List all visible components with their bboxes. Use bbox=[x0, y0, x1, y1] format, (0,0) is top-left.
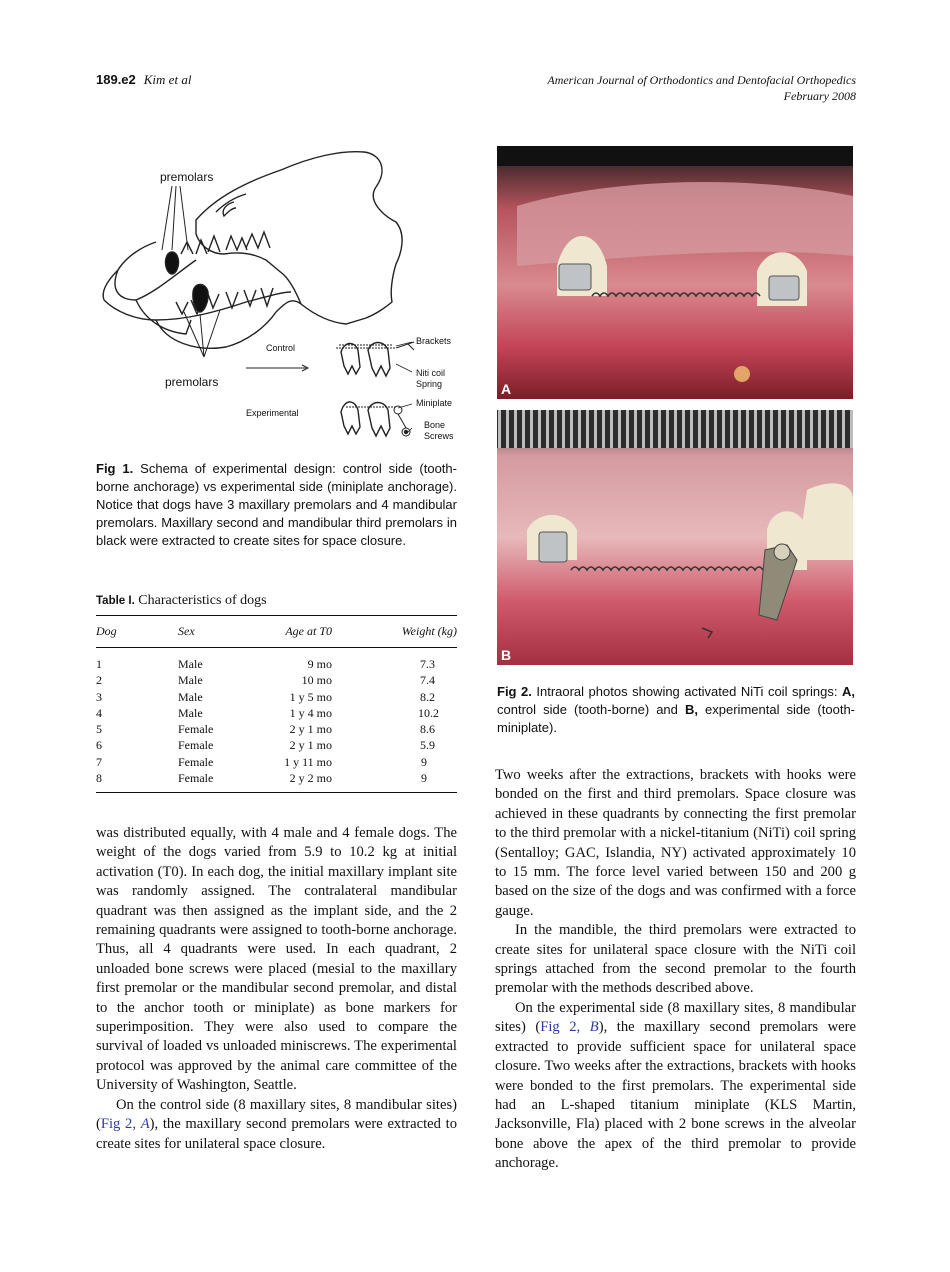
table-cell: 9 bbox=[421, 754, 427, 769]
left-p2-pre: On the control side (8 maxillary sites, 8 mandibular sites) ( bbox=[96, 1096, 457, 1133]
table-cell: 4 bbox=[96, 705, 102, 720]
table-row bbox=[96, 705, 457, 721]
right-paragraph-3 bbox=[495, 999, 856, 1174]
label-niti-line1: Niti coil bbox=[416, 368, 446, 378]
right-p3-post: ), the maxillary second premolars were extracted to provide sufficient space for unilateral space closure. Two weeks after the extractions, brackets with hooks were bonded to the first premolars. The experimental side had an L-shaped titanium miniplate (KLS Martin, Jacksonville, Fla) placed with 2 bone screws in the alveolar bone above the apex of the third premolar to provide anchorage. bbox=[495, 1019, 856, 1172]
fig2a-panel-label: A bbox=[501, 381, 512, 397]
table-row bbox=[96, 754, 457, 770]
col-age: Age at T0 bbox=[266, 616, 332, 648]
fig1-schema-drawing bbox=[96, 142, 458, 447]
table-cell: 1 y 11 mo bbox=[284, 754, 332, 769]
table-cell: 10 mo bbox=[301, 673, 332, 688]
label-brackets: Brackets bbox=[416, 336, 452, 346]
table-cell: 10.2 bbox=[418, 705, 439, 720]
table-row bbox=[96, 672, 457, 688]
right-p3-pre: On the experimental side (8 maxillary sites, 8 mandibular sites) ( bbox=[495, 999, 856, 1036]
fig2-caption-label: Fig 2. bbox=[497, 684, 532, 699]
table-cell: 1 bbox=[96, 657, 102, 671]
table-cell: Female bbox=[178, 722, 214, 737]
table1-title-text: Characteristics of dogs bbox=[138, 593, 267, 608]
table-cell: Male bbox=[178, 689, 203, 704]
label-bone-line2: Screws bbox=[424, 431, 454, 441]
fig2a-link-panel: A bbox=[140, 1116, 150, 1133]
fig2-caption-post: experimental side (tooth-miniplate). bbox=[497, 702, 856, 735]
label-control: Control bbox=[266, 343, 296, 353]
fig2a-link-text: Fig 2, bbox=[100, 1116, 137, 1133]
table-header-row bbox=[96, 616, 457, 648]
table-row bbox=[96, 737, 457, 753]
table-cell: 7.3 bbox=[420, 657, 435, 671]
table-cell: 2 bbox=[96, 673, 102, 688]
right-paragraph-2: In the mandible, the third premolars were extracted to create sites for unilateral space closure with the NiTi coil springs attached from the second premolar to the fourth premolar with the methods described above. bbox=[495, 922, 856, 997]
table-cell: 9 mo bbox=[307, 657, 332, 671]
label-niti-coil-spring bbox=[416, 368, 445, 390]
fig2b-photo-illustration bbox=[497, 410, 853, 665]
skull-outline bbox=[196, 152, 402, 324]
running-header-left bbox=[96, 72, 191, 88]
table-cell: 8.2 bbox=[420, 689, 435, 704]
table-row bbox=[96, 648, 457, 673]
fig1-caption bbox=[96, 460, 457, 550]
running-header-right bbox=[547, 72, 856, 104]
fig2b-link[interactable] bbox=[540, 1019, 598, 1035]
fig1-caption-text: Schema of experimental design: control side (tooth-borne anchorage) vs experimental side (miniplate anchorage). Notice that dogs have 3 maxillary premolars and 4 mandibular premolars. Maxillary second and mandibular third premolars in black were extracted to create sites for space closure. bbox=[96, 461, 457, 548]
table1-label: Table I. bbox=[96, 595, 135, 607]
label-premolars-top: premolars bbox=[160, 170, 214, 184]
label-bone-screws bbox=[424, 420, 454, 442]
col-dog: Dog bbox=[96, 616, 178, 648]
table-cell: Male bbox=[178, 657, 203, 671]
fig2b-photo bbox=[497, 410, 853, 665]
fig2-caption-mid: control side (tooth-borne) and bbox=[497, 702, 685, 717]
fig2-caption bbox=[497, 683, 855, 737]
table-cell: 5.9 bbox=[420, 738, 435, 753]
fig2a-photo-illustration bbox=[497, 146, 853, 399]
label-bone-line1: Bone bbox=[424, 420, 446, 430]
table-cell: 7.4 bbox=[420, 673, 435, 688]
fig2-caption-a: A, bbox=[842, 684, 855, 699]
extracted-mandibular-tooth bbox=[193, 285, 208, 313]
fig2a-link[interactable] bbox=[101, 1116, 150, 1132]
table-cell: Female bbox=[178, 754, 214, 769]
table-cell: 2 y 1 mo bbox=[289, 722, 332, 737]
left-p2-post: ), the maxillary second premolars were extracted to create sites for unilateral space closure. bbox=[96, 1116, 457, 1152]
table-cell: Male bbox=[178, 705, 203, 720]
label-experimental: Experimental bbox=[246, 408, 299, 418]
authors: Kim et al bbox=[143, 72, 192, 87]
table-cell: 2 y 1 mo bbox=[289, 738, 332, 753]
right-paragraph-1: Two weeks after the extractions, brackets with hooks were bonded on the first and third premolars. Space closure was achieved in these quadrants by connecting the first premolar to the third premolar with a nickel-titanium (NiTi) coil spring (Sentalloy; GAC, Islandia, NY) activated approximately 10 to 15 mm. The force level varied between 150 and 200 g based on the size of the dogs and was confirmed with a force gauge. bbox=[495, 767, 856, 919]
journal-name: American Journal of Orthodontics and Dentofacial Orthopedics bbox=[547, 73, 856, 87]
table-cell: 9 bbox=[332, 770, 457, 793]
table1-title bbox=[96, 593, 267, 609]
label-niti-line2: Spring bbox=[416, 379, 443, 389]
table-cell: 8.6 bbox=[420, 722, 435, 737]
table-cell: 2 y 2 mo bbox=[266, 770, 332, 793]
right-column-text bbox=[495, 766, 856, 1174]
table-row bbox=[96, 770, 457, 793]
table-cell: 3 bbox=[96, 689, 102, 704]
fig1-caption-label: Fig 1. bbox=[96, 461, 134, 476]
table-cell: 6 bbox=[96, 738, 102, 753]
fig2b-link-panel: B bbox=[589, 1019, 599, 1036]
left-paragraph-2 bbox=[96, 1096, 457, 1154]
table-cell: 8 bbox=[96, 770, 178, 793]
table-cell: 7 bbox=[96, 754, 102, 769]
dogs-table bbox=[96, 615, 457, 793]
fig2b-panel-label: B bbox=[501, 647, 512, 663]
table-cell: Female bbox=[178, 738, 214, 753]
table-cell: 5 bbox=[96, 722, 102, 737]
fig2-caption-pre: Intraoral photos showing activated NiTi coil springs: bbox=[536, 684, 842, 699]
table-cell: 1 y 5 mo bbox=[289, 689, 332, 704]
table-cell: 1 y 4 mo bbox=[289, 705, 332, 720]
col-weight: Weight (kg) bbox=[332, 616, 457, 648]
fig2-caption-b: B, bbox=[684, 702, 698, 717]
table-cell: Male bbox=[178, 673, 203, 688]
table-row bbox=[96, 689, 457, 705]
left-column-text bbox=[96, 824, 457, 1154]
issue-date: February 2008 bbox=[783, 89, 856, 103]
fig2a-photo bbox=[497, 146, 853, 399]
left-paragraph-1: was distributed equally, with 4 male and 4 female dogs. The weight of the dogs varied from 5.9 to 10.2 kg at initial activation (T0). In each dog, the initial maxillary implant site was randomly assigned. The contralateral mandibular quadrant was then assigned as the implant side, and the 2 remaining quadrants were assigned to tooth-borne anchorage. Thus, all 4 quadrants were used. In each quadrant, 2 unloaded bone screws were placed (mesial to the maxillary first premolar or the mandibular second premolar, and distal to the anchor tooth or miniplate) as bone markers for superimposition. They were also used to compare the survival of loaded vs unloaded miniscrews. The experimental protocol was approved by the animal care committee of the University of Washington, Seattle. bbox=[96, 825, 457, 1094]
table-row bbox=[96, 721, 457, 737]
extracted-maxillary-tooth bbox=[165, 252, 178, 274]
label-miniplate: Miniplate bbox=[416, 398, 453, 408]
page-number: 189.e2 bbox=[96, 72, 136, 87]
col-sex: Sex bbox=[178, 616, 266, 648]
fig2b-link-text: Fig 2, bbox=[540, 1019, 581, 1036]
label-premolars-bottom: premolars bbox=[165, 375, 219, 389]
table-cell: Female bbox=[178, 770, 266, 793]
